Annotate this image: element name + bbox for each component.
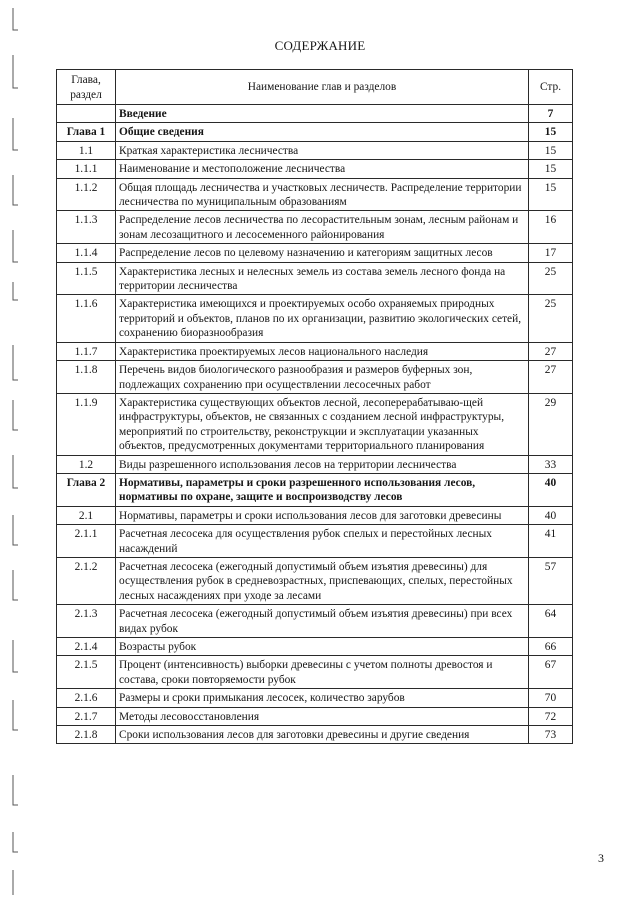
section-number: 1.2 — [57, 455, 116, 473]
section-number: 2.1.7 — [57, 707, 116, 725]
section-title: Нормативы, параметры и сроки использования лесов для заготовки древесины — [116, 506, 529, 524]
section-title: Расчетная лесосека для осуществления рубок спелых и перестойных лесных насаждений — [116, 525, 529, 558]
table-body — [57, 105, 573, 744]
page-ref: 27 — [529, 342, 573, 360]
section-number: 2.1.4 — [57, 638, 116, 656]
page-ref: 67 — [529, 656, 573, 689]
page-ref: 15 — [529, 123, 573, 141]
table-row — [57, 557, 573, 604]
section-number: 2.1.8 — [57, 726, 116, 744]
table-row — [57, 707, 573, 725]
section-number: 1.1.6 — [57, 295, 116, 342]
page-number: 3 — [598, 851, 604, 865]
section-title: Перечень видов биологического разнообразия и размеров буферных зон, подлежащих сохранению при осуществлении лесосечных работ — [116, 361, 529, 394]
section-number: 1.1 — [57, 141, 116, 159]
section-title: Расчетная лесосека (ежегодный допустимый объем изъятия древесины) для осуществления рубок в средневозрастных, приспевающих, спелых, перестойных лесных насаждениях при уходе за лесами — [116, 557, 529, 604]
section-title: Краткая характеристика лесничества — [116, 141, 529, 159]
section-title: Распределение лесов лесничества по лесорастительным зонам, лесным районам и зонам лесозащитного и лесосеменного районирования — [116, 211, 529, 244]
table-row — [57, 178, 573, 211]
section-title: Расчетная лесосека (ежегодный допустимый объем изъятия древесины) при всех видах рубок — [116, 605, 529, 638]
table-row — [57, 455, 573, 473]
section-title: Нормативы, параметры и сроки разрешенного использования лесов, нормативы по охране, защите и воспроизводству лесов — [116, 473, 529, 506]
section-title: Наименование и местоположение лесничества — [116, 160, 529, 178]
page-ref: 72 — [529, 707, 573, 725]
section-number: 2.1.6 — [57, 689, 116, 707]
header-page: Стр. — [529, 70, 573, 105]
section-number: 1.1.8 — [57, 361, 116, 394]
page-title: СОДЕРЖАНИЕ — [274, 38, 366, 53]
page-ref: 33 — [529, 455, 573, 473]
binding-marks — [9, 0, 25, 905]
table-row — [57, 342, 573, 360]
table-row — [57, 473, 573, 506]
table-row — [57, 105, 573, 123]
page-ref: 29 — [529, 393, 573, 455]
table-row — [57, 262, 573, 295]
section-number: 1.1.2 — [57, 178, 116, 211]
section-number: 1.1.3 — [57, 211, 116, 244]
section-title: Введение — [116, 105, 529, 123]
table-row — [57, 605, 573, 638]
page-ref: 25 — [529, 295, 573, 342]
section-title: Возрасты рубок — [116, 638, 529, 656]
page-ref: 17 — [529, 244, 573, 262]
page-ref: 15 — [529, 141, 573, 159]
section-title: Общие сведения — [116, 123, 529, 141]
table-row — [57, 295, 573, 342]
table-row — [57, 244, 573, 262]
page-ref: 64 — [529, 605, 573, 638]
table-row — [57, 393, 573, 455]
section-number: 1.1.5 — [57, 262, 116, 295]
table-row — [57, 689, 573, 707]
page-ref: 41 — [529, 525, 573, 558]
page-ref: 15 — [529, 160, 573, 178]
section-title: Характеристика проектируемых лесов национального наследия — [116, 342, 529, 360]
page-ref: 66 — [529, 638, 573, 656]
table-row — [57, 361, 573, 394]
page-ref: 73 — [529, 726, 573, 744]
section-number: 1.1.9 — [57, 393, 116, 455]
table-row — [57, 726, 573, 744]
section-number: 2.1.1 — [57, 525, 116, 558]
page-ref: 15 — [529, 178, 573, 211]
table-row — [57, 525, 573, 558]
header-name: Наименование глав и разделов — [116, 70, 529, 105]
section-number: 1.1.1 — [57, 160, 116, 178]
section-title: Характеристика имеющихся и проектируемых особо охраняемых природных территорий и объектов, планов по их организации, развитию экологических сетей, сохранению биоразнообразия — [116, 295, 529, 342]
header-chapter: Глава, раздел — [57, 70, 116, 105]
table-row — [57, 656, 573, 689]
section-number: 1.1.4 — [57, 244, 116, 262]
section-title: Характеристика существующих объектов лесной, лесоперерабатываю-щей инфраструктуры, объектов, не связанных с созданием лесной инфраструктуры, мероприятий по строительству, реконструкции и эксплуатации указанных объектов, предусмотренных документами территориального планирования — [116, 393, 529, 455]
section-title: Распределение лесов по целевому назначению и категориям защитных лесов — [116, 244, 529, 262]
table-row — [57, 506, 573, 524]
table-row — [57, 160, 573, 178]
table-row — [57, 123, 573, 141]
section-title: Методы лесовосстановления — [116, 707, 529, 725]
table-header-row — [57, 70, 573, 105]
page-ref: 57 — [529, 557, 573, 604]
page-ref: 40 — [529, 473, 573, 506]
table-row — [57, 211, 573, 244]
section-number: 2.1 — [57, 506, 116, 524]
section-number: 2.1.5 — [57, 656, 116, 689]
section-number — [57, 105, 116, 123]
section-title: Общая площадь лесничества и участковых лесничеств. Распределение территории лесничества по муниципальным образованиям — [116, 178, 529, 211]
page-ref: 70 — [529, 689, 573, 707]
section-title: Размеры и сроки примыкания лесосек, количество зарубов — [116, 689, 529, 707]
page-ref: 25 — [529, 262, 573, 295]
section-number: 2.1.2 — [57, 557, 116, 604]
section-title: Виды разрешенного использования лесов на территории лесничества — [116, 455, 529, 473]
page-ref: 16 — [529, 211, 573, 244]
section-number: Глава 2 — [57, 473, 116, 506]
section-number: Глава 1 — [57, 123, 116, 141]
section-title: Сроки использования лесов для заготовки древесины и другие сведения — [116, 726, 529, 744]
section-title: Характеристика лесных и нелесных земель из состава земель лесного фонда на территории лесничества — [116, 262, 529, 295]
page-ref: 7 — [529, 105, 573, 123]
page-ref: 40 — [529, 506, 573, 524]
page-ref: 27 — [529, 361, 573, 394]
contents-table — [56, 69, 573, 744]
section-number: 1.1.7 — [57, 342, 116, 360]
table-row — [57, 638, 573, 656]
table-row — [57, 141, 573, 159]
section-title: Процент (интенсивность) выборки древесины с учетом полноты древостоя и состава, сроки повторяемости рубок — [116, 656, 529, 689]
section-number: 2.1.3 — [57, 605, 116, 638]
